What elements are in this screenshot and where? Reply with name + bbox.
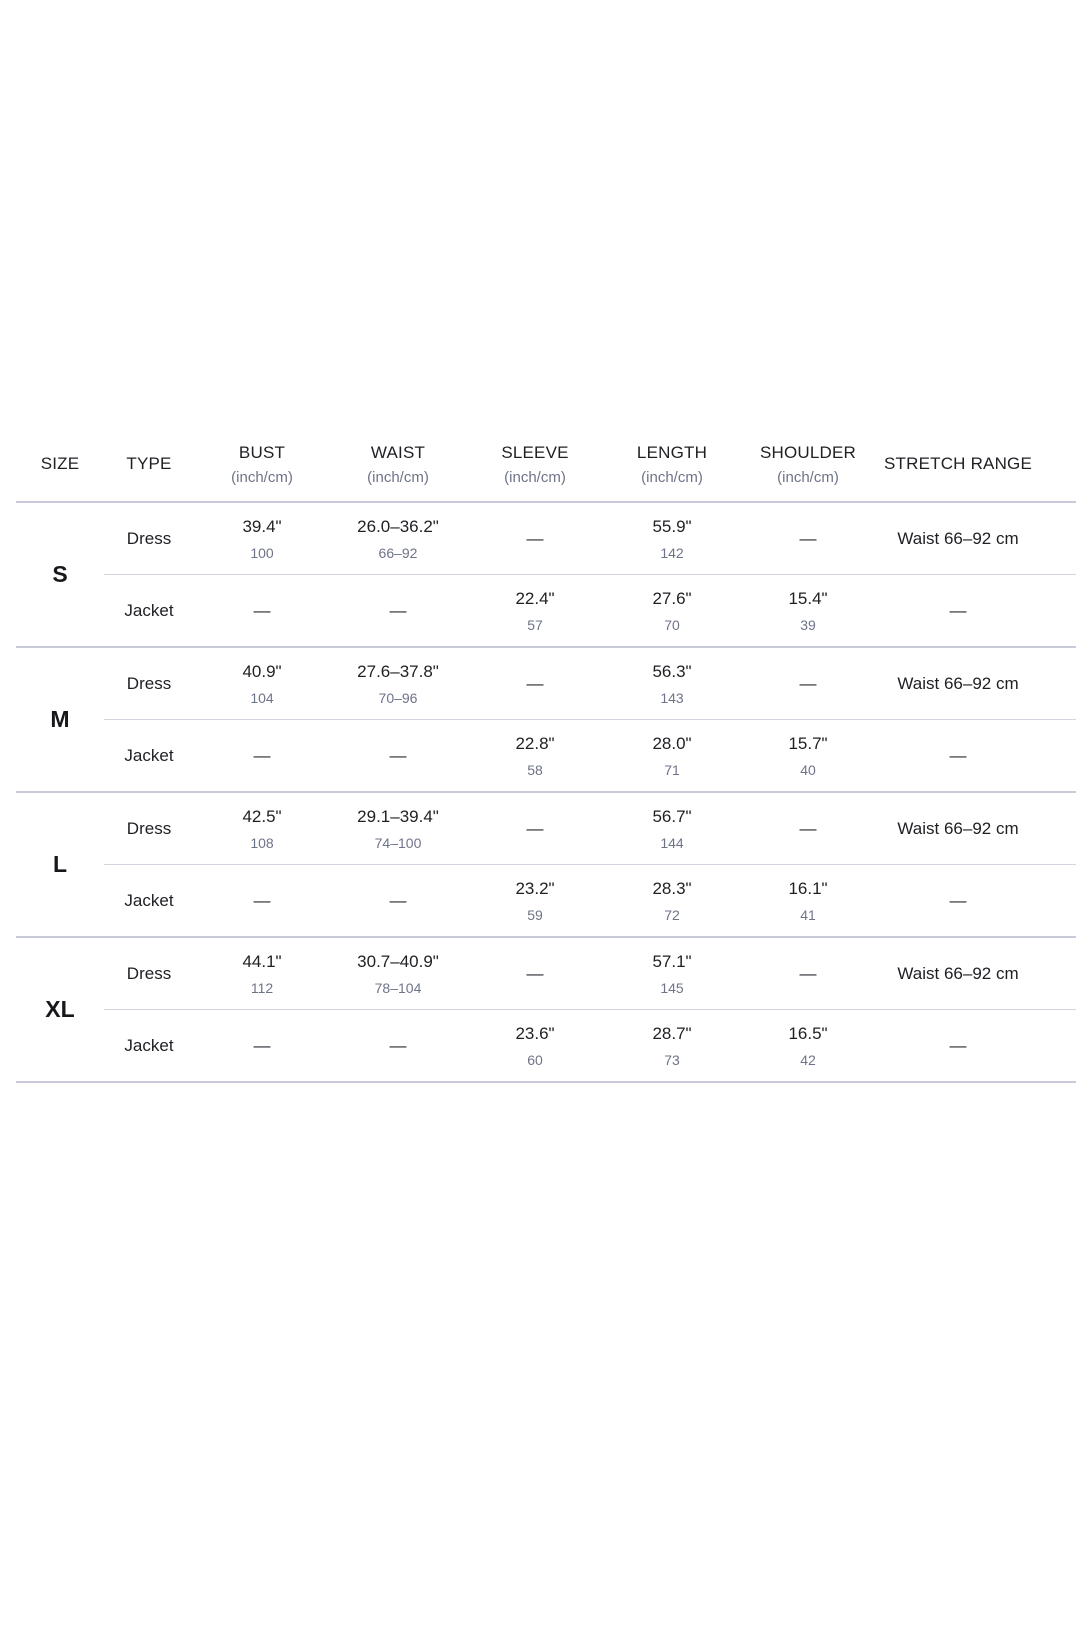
shoulder-cm: 39 xyxy=(800,616,816,633)
header-bust xyxy=(194,443,330,486)
shoulder-inch: 16.1" xyxy=(788,878,828,898)
type-cell xyxy=(104,1036,194,1056)
sleeve-cell xyxy=(466,964,604,984)
length-cm: 143 xyxy=(660,689,684,706)
bust-cell xyxy=(194,517,330,561)
header-bust-unit: (inch/cm) xyxy=(231,468,293,486)
bust-cell xyxy=(194,601,330,621)
dress-row xyxy=(104,938,1076,1010)
waist-dash: — xyxy=(389,745,407,765)
header-size xyxy=(16,454,104,474)
length-inch: 28.0" xyxy=(652,733,692,753)
size-group xyxy=(16,503,1076,648)
sleeve-dash: — xyxy=(526,963,544,983)
jacket-row xyxy=(104,575,1076,646)
bust-inch: 44.1" xyxy=(242,951,282,971)
bust-inch: 39.4" xyxy=(242,516,282,536)
sleeve-cell xyxy=(466,529,604,549)
dress-row xyxy=(104,793,1076,865)
sleeve-cm: 57 xyxy=(527,616,543,633)
jacket-row xyxy=(104,720,1076,791)
shoulder-dash: — xyxy=(799,818,817,838)
header-waist-label: WAIST xyxy=(370,442,426,462)
length-inch: 28.7" xyxy=(652,1023,692,1043)
sleeve-cell xyxy=(466,589,604,633)
size-group-rows xyxy=(104,938,1076,1081)
length-cm: 142 xyxy=(660,544,684,561)
length-cell xyxy=(604,1024,740,1068)
waist-cell xyxy=(330,662,466,706)
bust-inch: 40.9" xyxy=(242,661,282,681)
stretch-cell xyxy=(876,1036,1040,1056)
size-group xyxy=(16,793,1076,938)
type-cell xyxy=(104,964,194,984)
size-label: XL xyxy=(45,996,75,1022)
shoulder-cell xyxy=(740,674,876,694)
header-length xyxy=(604,443,740,486)
size-group-rows xyxy=(104,503,1076,646)
shoulder-cell xyxy=(740,819,876,839)
stretch-value: Waist 66–92 cm xyxy=(897,963,1019,983)
size-group xyxy=(16,938,1076,1083)
length-cell xyxy=(604,662,740,706)
sleeve-inch: 22.4" xyxy=(515,588,555,608)
waist-cm: 78–104 xyxy=(374,979,422,996)
type-cell xyxy=(104,601,194,621)
waist-cell xyxy=(330,891,466,911)
length-inch: 57.1" xyxy=(652,951,692,971)
waist-cm: 66–92 xyxy=(378,544,418,561)
sleeve-dash: — xyxy=(526,673,544,693)
jacket-row xyxy=(104,865,1076,936)
header-type-label: TYPE xyxy=(126,454,172,473)
shoulder-inch: 15.7" xyxy=(788,733,828,753)
shoulder-dash: — xyxy=(799,528,817,548)
header-sleeve xyxy=(466,443,604,486)
stretch-dash: — xyxy=(949,745,967,765)
bust-cm: 100 xyxy=(250,544,274,561)
bust-inch: 42.5" xyxy=(242,806,282,826)
bust-dash: — xyxy=(253,745,271,765)
length-cell xyxy=(604,952,740,996)
length-cell xyxy=(604,807,740,851)
dress-row xyxy=(104,503,1076,575)
stretch-value: Waist 66–92 cm xyxy=(897,673,1019,693)
waist-cm: 70–96 xyxy=(378,689,418,706)
waist-inch: 27.6–37.8" xyxy=(357,661,439,681)
header-shoulder xyxy=(740,443,876,486)
waist-dash: — xyxy=(389,890,407,910)
table-body xyxy=(16,503,1076,1083)
type-cell xyxy=(104,891,194,911)
sleeve-cell xyxy=(466,879,604,923)
sleeve-cell xyxy=(466,819,604,839)
header-sleeve-label: SLEEVE xyxy=(501,442,569,462)
type-cell xyxy=(104,529,194,549)
bust-cell xyxy=(194,662,330,706)
stretch-cell xyxy=(876,819,1040,839)
waist-cell xyxy=(330,601,466,621)
jacket-row xyxy=(104,1010,1076,1081)
header-sleeve-unit: (inch/cm) xyxy=(504,468,566,486)
shoulder-inch: 15.4" xyxy=(788,588,828,608)
shoulder-cell xyxy=(740,734,876,778)
stretch-cell xyxy=(876,601,1040,621)
type-label: Jacket xyxy=(124,600,174,620)
bust-dash: — xyxy=(253,1035,271,1055)
sleeve-cell xyxy=(466,1024,604,1068)
header-shoulder-label: SHOULDER xyxy=(759,442,857,462)
length-cm: 73 xyxy=(664,1051,680,1068)
bust-cm: 108 xyxy=(250,834,274,851)
waist-cm: 74–100 xyxy=(374,834,422,851)
shoulder-cell xyxy=(740,529,876,549)
header-row xyxy=(16,427,1076,503)
sleeve-dash: — xyxy=(526,818,544,838)
type-label: Dress xyxy=(126,528,172,548)
length-cell xyxy=(604,517,740,561)
size-group-rows xyxy=(104,648,1076,791)
length-inch: 56.3" xyxy=(652,661,692,681)
stretch-cell xyxy=(876,964,1040,984)
waist-inch: 29.1–39.4" xyxy=(357,806,439,826)
shoulder-dash: — xyxy=(799,673,817,693)
type-label: Dress xyxy=(126,963,172,983)
stretch-value: Waist 66–92 cm xyxy=(897,528,1019,548)
sleeve-cm: 59 xyxy=(527,906,543,923)
header-waist-unit: (inch/cm) xyxy=(367,468,429,486)
waist-cell xyxy=(330,952,466,996)
type-label: Dress xyxy=(126,673,172,693)
size-label: S xyxy=(52,561,68,587)
shoulder-inch: 16.5" xyxy=(788,1023,828,1043)
size-label: L xyxy=(52,851,68,877)
sleeve-cm: 58 xyxy=(527,761,543,778)
stretch-dash: — xyxy=(949,600,967,620)
length-cell xyxy=(604,734,740,778)
bust-cm: 112 xyxy=(250,979,274,996)
shoulder-cm: 42 xyxy=(800,1051,816,1068)
sleeve-dash: — xyxy=(526,528,544,548)
bust-cell xyxy=(194,891,330,911)
sleeve-inch: 22.8" xyxy=(515,733,555,753)
bust-cell xyxy=(194,952,330,996)
stretch-cell xyxy=(876,746,1040,766)
length-cm: 71 xyxy=(664,761,680,778)
header-size-label: SIZE xyxy=(40,454,80,473)
stretch-dash: — xyxy=(949,890,967,910)
bust-dash: — xyxy=(253,600,271,620)
waist-dash: — xyxy=(389,600,407,620)
header-type xyxy=(104,454,194,474)
type-label: Jacket xyxy=(124,890,174,910)
size-chart xyxy=(16,427,1076,1083)
bust-cm: 104 xyxy=(250,689,274,706)
waist-cell xyxy=(330,517,466,561)
header-length-unit: (inch/cm) xyxy=(641,468,703,486)
length-cm: 70 xyxy=(664,616,680,633)
type-cell xyxy=(104,819,194,839)
stretch-value: Waist 66–92 cm xyxy=(897,818,1019,838)
length-cm: 145 xyxy=(660,979,684,996)
header-bust-label: BUST xyxy=(238,442,286,462)
shoulder-dash: — xyxy=(799,963,817,983)
shoulder-cell xyxy=(740,1024,876,1068)
stretch-cell xyxy=(876,674,1040,694)
length-inch: 27.6" xyxy=(652,588,692,608)
sleeve-inch: 23.2" xyxy=(515,878,555,898)
header-waist xyxy=(330,443,466,486)
shoulder-cell xyxy=(740,879,876,923)
waist-inch: 30.7–40.9" xyxy=(357,951,439,971)
sleeve-cell xyxy=(466,734,604,778)
sleeve-cm: 60 xyxy=(527,1051,543,1068)
waist-cell xyxy=(330,746,466,766)
length-cell xyxy=(604,589,740,633)
type-cell xyxy=(104,674,194,694)
dress-row xyxy=(104,648,1076,720)
waist-cell xyxy=(330,807,466,851)
sleeve-cell xyxy=(466,674,604,694)
shoulder-cm: 40 xyxy=(800,761,816,778)
stretch-cell xyxy=(876,891,1040,911)
size-group xyxy=(16,648,1076,793)
length-inch: 28.3" xyxy=(652,878,692,898)
size-group-rows xyxy=(104,793,1076,936)
length-inch: 55.9" xyxy=(652,516,692,536)
type-cell xyxy=(104,746,194,766)
type-label: Dress xyxy=(126,818,172,838)
type-label: Jacket xyxy=(124,1035,174,1055)
type-label: Jacket xyxy=(124,745,174,765)
length-cm: 144 xyxy=(660,834,684,851)
shoulder-cell xyxy=(740,589,876,633)
stretch-dash: — xyxy=(949,1035,967,1055)
length-cell xyxy=(604,879,740,923)
length-inch: 56.7" xyxy=(652,806,692,826)
stretch-cell xyxy=(876,529,1040,549)
waist-inch: 26.0–36.2" xyxy=(357,516,439,536)
shoulder-cm: 41 xyxy=(800,906,816,923)
waist-dash: — xyxy=(389,1035,407,1055)
waist-cell xyxy=(330,1036,466,1056)
bust-dash: — xyxy=(253,890,271,910)
sleeve-inch: 23.6" xyxy=(515,1023,555,1043)
header-stretch-label: STRETCH RANGE xyxy=(883,454,1033,473)
length-cm: 72 xyxy=(664,906,680,923)
header-shoulder-unit: (inch/cm) xyxy=(777,468,839,486)
bust-cell xyxy=(194,807,330,851)
shoulder-cell xyxy=(740,964,876,984)
bust-cell xyxy=(194,746,330,766)
header-stretch xyxy=(876,454,1040,474)
header-length-label: LENGTH xyxy=(636,442,708,462)
size-label: M xyxy=(50,706,70,732)
bust-cell xyxy=(194,1036,330,1056)
